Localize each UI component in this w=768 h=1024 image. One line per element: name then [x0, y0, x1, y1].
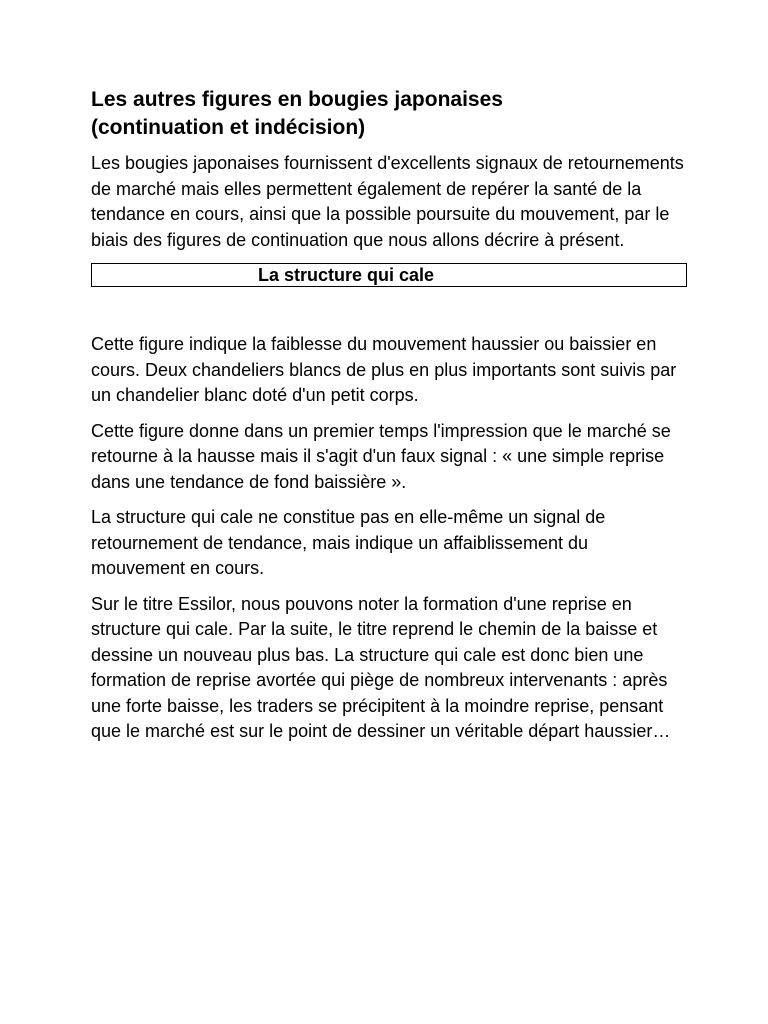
body-paragraph-3: La structure qui cale ne constitue pas en elle-même un signal de retournement de tendance, mais indique un affaiblissement du mouvement en cours.: [91, 507, 606, 578]
section-heading: La structure qui cale: [258, 265, 435, 285]
title-line-2: (continuation et indécision): [91, 116, 366, 139]
document-title: [91, 86, 687, 142]
intro-paragraph: Les bougies japonaises fournissent d'excellents signaux de retournements de marché mais elles permettent également de repérer la santé de la tendance en cours, ainsi que la possible poursuite du mouvement, par le biais des figures de continuation que nous allons décrire à présent.: [91, 153, 684, 250]
body-paragraph-4: Sur le titre Essilor, nous pouvons noter la formation d'une reprise en structure qui cale. Par la suite, le titre reprend le chemin de la baisse et dessine un nouveau plus bas. La structure qui cale est donc bien une formation de reprise avortée qui piège de nombreux intervenants : après une forte baisse, les traders se précipitent à la moindre reprise, pensant que le marché est sur le point de dessiner un véritable départ haussier…: [91, 593, 671, 741]
document-page: [91, 86, 687, 755]
title-line-1: Les autres figures en bougies japonaises: [91, 88, 503, 111]
body-paragraph-2: Cette figure donne dans un premier temps l'impression que le marché se retourne à la hausse mais il s'agit d'un faux signal : « une simple reprise dans une tendance de fond baissière ».: [91, 420, 671, 492]
section-heading-box: [91, 263, 687, 287]
body-paragraph-1: Cette figure indique la faiblesse du mouvement haussier ou baissier en cours. Deux chandeliers blancs de plus en plus importants sont suivis par un chandelier blanc doté d'un petit corps.: [91, 334, 677, 405]
